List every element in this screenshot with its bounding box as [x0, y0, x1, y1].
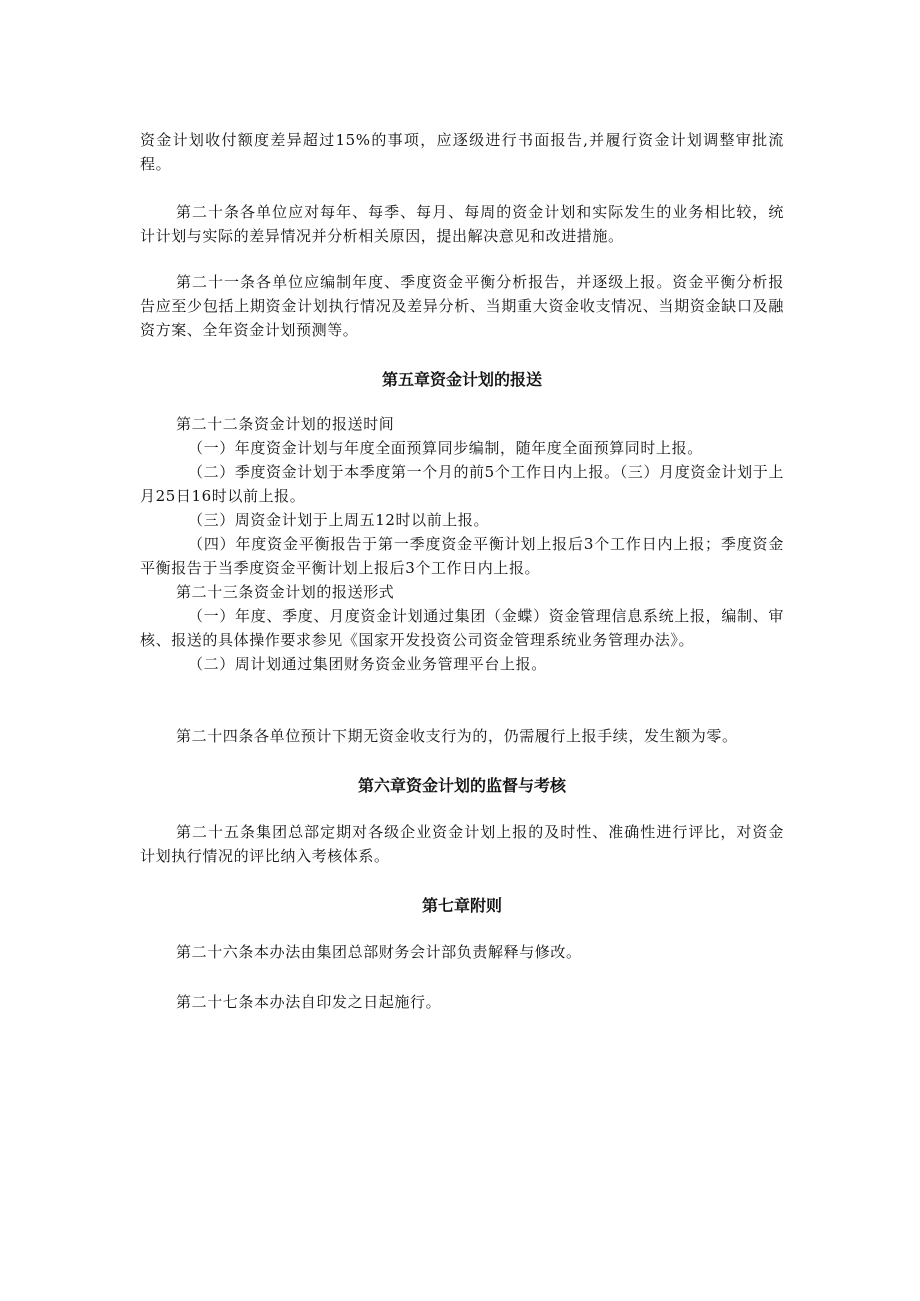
article-22-item-4: （四）年度资金平衡报告于第一季度资金平衡计划上报后3个工作日内上报；季度资金平衡报告于当季度资金平衡计划上报后3个工作日内上报。 — [140, 535, 784, 577]
article-22-item-3: （三）周资金计划于上周五12时以前上报。 — [188, 511, 490, 529]
paragraph-article-27: 第二十七条本办法自印发之日起施行。 — [176, 993, 442, 1011]
article-23-title: 第二十三条资金计划的报送形式 — [176, 583, 395, 601]
paragraph-article-25: 第二十五条集团总部定期对各级企业资金计划上报的及时性、准确性进行评比，对资金计划执行情况的评比纳入考核体系。 — [140, 823, 784, 865]
chapter-7-title: 第七章附则 — [421, 896, 502, 915]
paragraph-adjustment-report: 资金计划收付额度差异超过15%的事项，应逐级进行书面报告,并履行资金计划调整审批流程。 — [140, 131, 784, 173]
paragraph-article-20: 第二十条各单位应对每年、每季、每月、每周的资金计划和实际发生的业务相比较，统计计划与实际的差异情况并分析相关原因，提出解决意见和改进措施。 — [140, 203, 784, 245]
article-22-title: 第二十二条资金计划的报送时间 — [176, 415, 395, 433]
paragraph-article-26: 第二十六条本办法由集团总部财务会计部负责解释与修改。 — [176, 943, 582, 961]
article-22-item-2: （二）季度资金计划于本季度第一个月的前5个工作日内上报。（三）月度资金计划于上月25日16时以前上报。 — [140, 463, 784, 505]
paragraph-article-21: 第二十一条各单位应编制年度、季度资金平衡分析报告，并逐级上报。资金平衡分析报告应至少包括上期资金计划执行情况及差异分析、当期重大资金收支情况、当期资金缺口及融资方案、全年资金计划预测等。 — [140, 273, 784, 339]
article-22-item-1: （一）年度资金计划与年度全面预算同步编制，随年度全面预算同时上报。 — [188, 439, 703, 457]
paragraph-article-24: 第二十四条各单位预计下期无资金收支行为的，仍需履行上报手续，发生额为零。 — [176, 727, 738, 745]
article-23-item-2: （二）周计划通过集团财务资金业务管理平台上报。 — [188, 655, 547, 673]
chapter-6-title: 第六章资金计划的监督与考核 — [357, 776, 566, 795]
chapter-5-title: 第五章资金计划的报送 — [381, 370, 542, 389]
article-22-section — [140, 412, 784, 676]
article-23-item-1: （一）年度、季度、月度资金计划通过集团（金蝶）资金管理信息系统上报，编制、审核、报送的具体操作要求参见《国家开发投资公司资金管理系统业务管理办法》。 — [140, 607, 784, 649]
